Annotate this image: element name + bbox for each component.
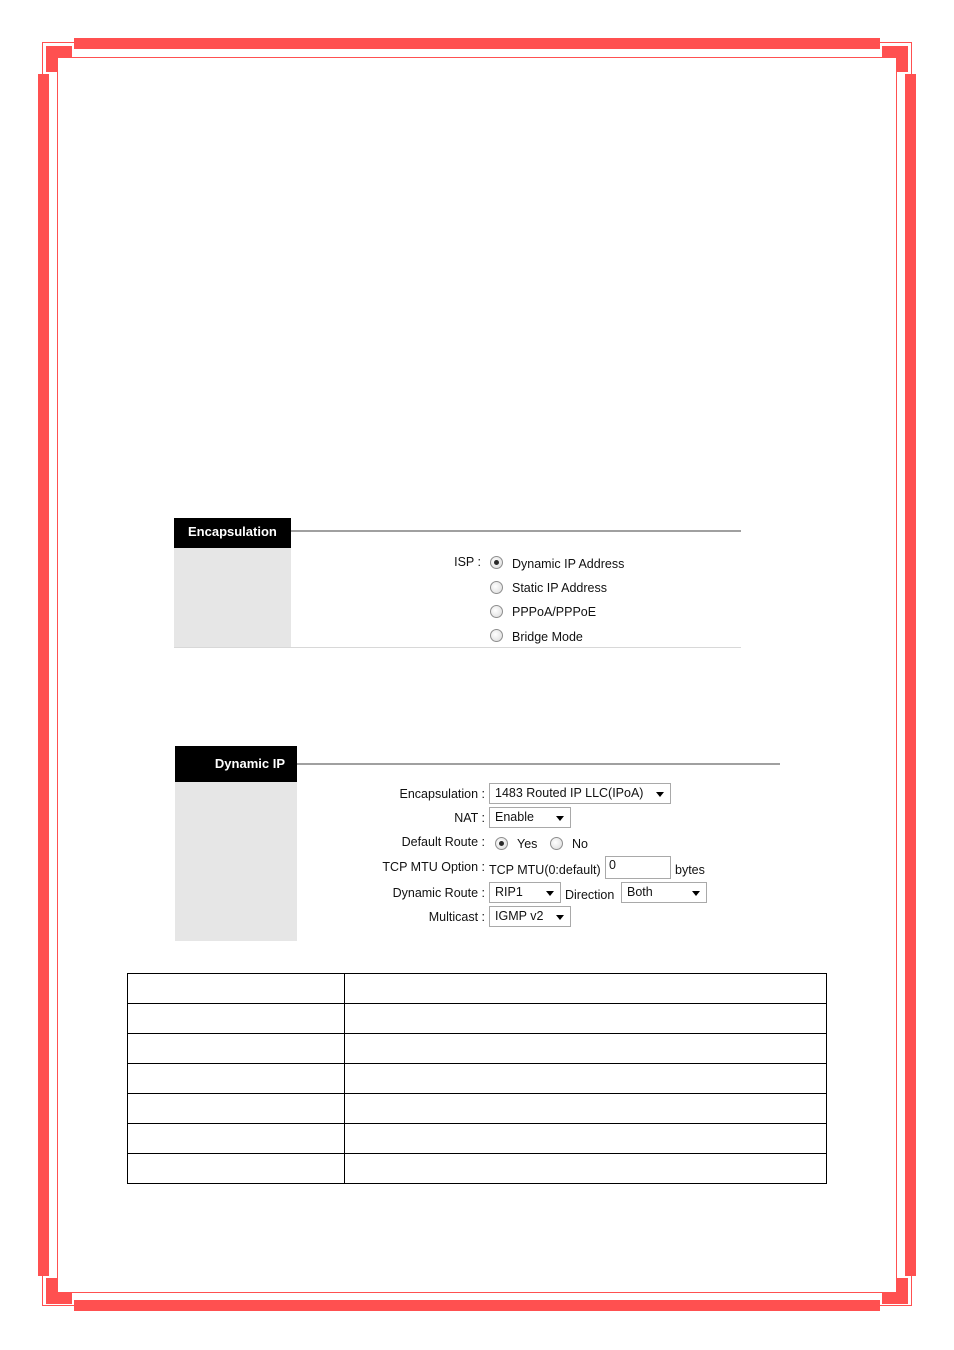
chevron-down-icon: [556, 915, 564, 920]
nat-select[interactable]: [489, 807, 571, 828]
default-route-yes-radio[interactable]: [495, 837, 508, 850]
table-cell: [345, 1064, 827, 1094]
table-cell: [128, 1124, 345, 1154]
table-cell: [128, 1004, 345, 1034]
table-row: [128, 1034, 827, 1064]
frame-corner-tl-v: [46, 46, 58, 72]
frame-corner-tr-v: [896, 46, 908, 72]
tcp-mtu-input[interactable]: 0: [605, 856, 671, 879]
frame-corner-br-v: [896, 1278, 908, 1304]
radio-static-ip[interactable]: [490, 581, 503, 594]
radio-static-ip-label: Static IP Address: [512, 581, 607, 595]
panel-bottom-line: [174, 647, 741, 648]
dynamic-route-select-value: RIP1: [495, 885, 523, 899]
tcp-mtu-prefix: TCP MTU(0:default): [489, 863, 601, 877]
direction-select-value: Both: [627, 885, 653, 899]
table-cell: [345, 974, 827, 1004]
table-row: [128, 1124, 827, 1154]
panel-sidebar: [175, 782, 297, 941]
chevron-down-icon: [692, 891, 700, 896]
tcp-mtu-label: TCP MTU Option :: [382, 860, 485, 874]
table-row: [128, 1064, 827, 1094]
parameter-table: [127, 973, 827, 1184]
chevron-down-icon: [546, 891, 554, 896]
default-route-yes-label: Yes: [517, 837, 538, 851]
frame-corner-bl-v: [46, 1278, 58, 1304]
table-cell: [128, 974, 345, 1004]
table-cell: [128, 1154, 345, 1184]
radio-dynamic-ip-label: Dynamic IP Address: [512, 557, 625, 571]
radio-dynamic-ip[interactable]: [490, 556, 503, 569]
direction-label: Direction: [565, 888, 615, 902]
default-route-no-label: No: [572, 837, 588, 851]
table-row: [128, 974, 827, 1004]
isp-label: ISP :: [454, 555, 481, 569]
table-cell: [345, 1154, 827, 1184]
multicast-select[interactable]: [489, 906, 571, 927]
table-cell: [345, 1094, 827, 1124]
table-cell: [128, 1034, 345, 1064]
dynamic-ip-panel: [175, 746, 780, 941]
tcp-mtu-unit: bytes: [675, 863, 705, 877]
table-cell: [128, 1094, 345, 1124]
table-cell: [345, 1034, 827, 1064]
table-cell: [345, 1124, 827, 1154]
default-route-no-radio[interactable]: [550, 837, 563, 850]
radio-pppoa-pppoe-label: PPPoA/PPPoE: [512, 605, 597, 619]
encapsulation-select-value: 1483 Routed IP LLC(IPoA): [495, 786, 644, 800]
default-route-label: Default Route :: [401, 835, 485, 849]
panel-header: Dynamic IP: [175, 746, 297, 782]
dynamic-route-label: Dynamic Route :: [392, 886, 485, 900]
header-rule: [291, 530, 741, 532]
panel-header: Encapsulation: [174, 518, 291, 548]
nat-select-value: Enable: [495, 810, 534, 824]
radio-pppoa-pppoe[interactable]: [490, 605, 503, 618]
table-cell: [345, 1004, 827, 1034]
panel-sidebar: [174, 548, 291, 648]
dynamic-route-select[interactable]: [489, 882, 561, 903]
encapsulation-label: Encapsulation :: [399, 787, 485, 801]
header-rule: [297, 763, 780, 765]
radio-bridge-mode-label: Bridge Mode: [512, 630, 583, 644]
multicast-select-value: IGMP v2: [495, 909, 544, 923]
table-row: [128, 1094, 827, 1124]
nat-label: NAT :: [454, 811, 485, 825]
encapsulation-select[interactable]: [489, 783, 671, 804]
table-row: [128, 1004, 827, 1034]
table-row: [128, 1154, 827, 1184]
chevron-down-icon: [656, 792, 664, 797]
direction-select[interactable]: [621, 882, 707, 903]
radio-bridge-mode[interactable]: [490, 629, 503, 642]
table-cell: [128, 1064, 345, 1094]
multicast-label: Multicast :: [428, 910, 485, 924]
encapsulation-panel: [174, 518, 741, 648]
chevron-down-icon: [556, 816, 564, 821]
